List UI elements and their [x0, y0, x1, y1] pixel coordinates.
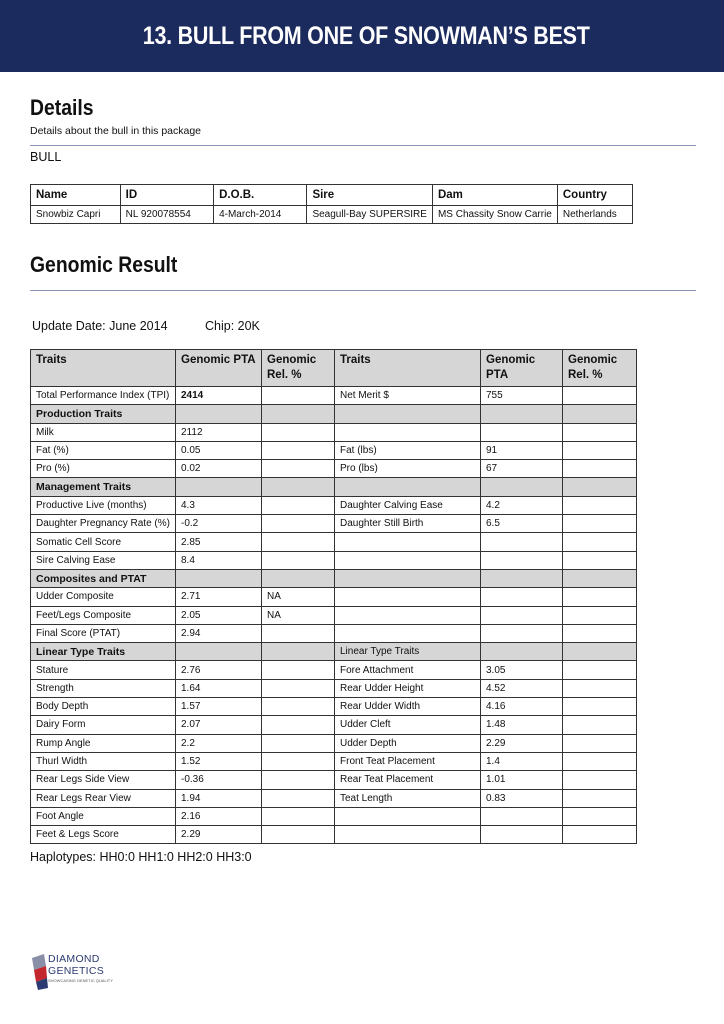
- table-cell: [563, 826, 637, 844]
- table-cell: [481, 807, 563, 825]
- table-cell: Milk: [31, 423, 176, 441]
- table-cell: [262, 771, 335, 789]
- column-header-traits-right: Traits: [335, 350, 481, 387]
- bull-id-cell: NL 920078554: [120, 206, 213, 224]
- table-cell: Pro (%): [31, 460, 176, 478]
- update-date-label: Update Date: June 2014: [32, 319, 168, 333]
- table-cell: [481, 624, 563, 642]
- table-cell: Net Merit $: [335, 387, 481, 405]
- table-cell: [563, 441, 637, 459]
- table-cell: [481, 606, 563, 624]
- table-cell: [176, 405, 262, 423]
- table-cell: [563, 460, 637, 478]
- table-cell: [481, 533, 563, 551]
- table-cell: 2.85: [176, 533, 262, 551]
- logo-line-1: DIAMOND: [48, 953, 100, 965]
- table-cell: 4.52: [481, 679, 563, 697]
- bull-sire-cell: Seagull-Bay SUPERSIRE: [307, 206, 433, 224]
- table-cell: [262, 826, 335, 844]
- table-cell: [563, 624, 637, 642]
- table-cell: 4.2: [481, 496, 563, 514]
- page-banner: [0, 0, 724, 72]
- table-cell: [262, 533, 335, 551]
- table-cell: [481, 551, 563, 569]
- table-cell: [563, 752, 637, 770]
- table-cell: NA: [262, 588, 335, 606]
- table-cell: Rear Udder Height: [335, 679, 481, 697]
- table-cell: [262, 460, 335, 478]
- bull-name-cell: Snowbiz Capri: [31, 206, 121, 224]
- table-cell: 2112: [176, 423, 262, 441]
- table-row: [31, 387, 637, 405]
- table-cell: Somatic Cell Score: [31, 533, 176, 551]
- table-cell: 0.02: [176, 460, 262, 478]
- column-header-genomic-pta-right: Genomic PTA: [481, 350, 563, 387]
- table-cell: [481, 588, 563, 606]
- table-cell: [176, 643, 262, 661]
- table-cell: 3.05: [481, 661, 563, 679]
- table-cell: [335, 405, 481, 423]
- table-cell: [563, 496, 637, 514]
- haplotypes-line: Haplotypes: HH0:0 HH1:0 HH2:0 HH3:0: [30, 850, 252, 864]
- table-cell: Pro (lbs): [335, 460, 481, 478]
- table-cell: [481, 478, 563, 496]
- column-header-name: Name: [31, 185, 121, 206]
- table-cell: [481, 423, 563, 441]
- table-cell: Daughter Calving Ease: [335, 496, 481, 514]
- table-cell: [262, 752, 335, 770]
- table-cell: [563, 698, 637, 716]
- table-cell: [563, 569, 637, 587]
- bull-dam-cell: MS Chassity Snow Carrie: [432, 206, 557, 224]
- table-cell: 8.4: [176, 551, 262, 569]
- table-cell: Foot Angle: [31, 807, 176, 825]
- table-cell: Udder Depth: [335, 734, 481, 752]
- table-row: [31, 496, 637, 514]
- column-header-dob: D.O.B.: [214, 185, 307, 206]
- table-cell: Stature: [31, 661, 176, 679]
- table-cell: [481, 826, 563, 844]
- genomic-divider: [30, 290, 696, 291]
- column-header-country: Country: [557, 185, 632, 206]
- table-cell: Fat (lbs): [335, 441, 481, 459]
- table-cell: Fore Attachment: [335, 661, 481, 679]
- table-cell: [262, 789, 335, 807]
- table-cell: 2.29: [176, 826, 262, 844]
- column-header-genomic-rel-right: Genomic Rel. %: [563, 350, 637, 387]
- chip-label: Chip: 20K: [205, 319, 260, 333]
- table-cell: [335, 478, 481, 496]
- category-row: [31, 405, 637, 423]
- table-cell: [262, 405, 335, 423]
- table-row: [31, 734, 637, 752]
- table-row: [31, 588, 637, 606]
- table-cell: [262, 423, 335, 441]
- table-cell: Total Performance Index (TPI): [31, 387, 176, 405]
- table-cell: [563, 661, 637, 679]
- table-cell: [176, 478, 262, 496]
- table-cell: [262, 515, 335, 533]
- table-cell: Body Depth: [31, 698, 176, 716]
- table-cell: [563, 679, 637, 697]
- table-cell: [262, 624, 335, 642]
- table-cell: Udder Composite: [31, 588, 176, 606]
- bull-section-label: BULL: [30, 150, 62, 164]
- table-cell: [563, 588, 637, 606]
- table-cell: 67: [481, 460, 563, 478]
- table-cell: [563, 734, 637, 752]
- table-cell: 755: [481, 387, 563, 405]
- table-row: [31, 624, 637, 642]
- table-cell: 1.94: [176, 789, 262, 807]
- table-cell: 1.64: [176, 679, 262, 697]
- table-cell: [481, 643, 563, 661]
- table-cell: [262, 496, 335, 514]
- table-cell: Composites and PTAT: [31, 569, 176, 587]
- logo-line-2: GENETICS: [48, 965, 105, 977]
- table-cell: [563, 789, 637, 807]
- table-cell: [262, 679, 335, 697]
- table-cell: [563, 515, 637, 533]
- table-cell: [262, 716, 335, 734]
- table-cell: [262, 698, 335, 716]
- table-cell: [262, 441, 335, 459]
- table-cell: Rear Legs Side View: [31, 771, 176, 789]
- table-cell: [481, 405, 563, 423]
- table-cell: [563, 478, 637, 496]
- table-row: [31, 551, 637, 569]
- details-subtitle: Details about the bull in this package: [30, 125, 202, 137]
- table-cell: 2.76: [176, 661, 262, 679]
- table-cell: [335, 826, 481, 844]
- table-cell: [335, 423, 481, 441]
- genomic-heading: Genomic Result: [30, 252, 178, 277]
- table-cell: Daughter Still Birth: [335, 515, 481, 533]
- table-cell: [335, 807, 481, 825]
- table-cell: 2.94: [176, 624, 262, 642]
- genomic-table-header-row: [31, 350, 637, 387]
- bull-dob-cell: 4-March-2014: [214, 206, 307, 224]
- table-cell: [481, 569, 563, 587]
- table-cell: 4.16: [481, 698, 563, 716]
- table-cell: [262, 551, 335, 569]
- table-row: [31, 533, 637, 551]
- category-row: [31, 643, 637, 661]
- diamond-genetics-logo: [30, 950, 140, 1000]
- table-cell: Dairy Form: [31, 716, 176, 734]
- table-row: [31, 423, 637, 441]
- table-cell: [335, 533, 481, 551]
- table-cell: Rump Angle: [31, 734, 176, 752]
- table-cell: [262, 478, 335, 496]
- table-cell: [563, 551, 637, 569]
- bull-country-cell: Netherlands: [557, 206, 632, 224]
- details-heading: Details: [30, 95, 94, 120]
- table-cell: 2.05: [176, 606, 262, 624]
- table-row: [31, 460, 637, 478]
- table-cell: 1.01: [481, 771, 563, 789]
- table-cell: Teat Length: [335, 789, 481, 807]
- table-cell: -0.2: [176, 515, 262, 533]
- table-cell: Front Teat Placement: [335, 752, 481, 770]
- category-row: [31, 478, 637, 496]
- column-header-genomic-rel: Genomic Rel. %: [262, 350, 335, 387]
- table-cell: Management Traits: [31, 478, 176, 496]
- column-header-traits: Traits: [31, 350, 176, 387]
- table-cell: [563, 643, 637, 661]
- genomic-table-body: [31, 387, 637, 844]
- table-cell: [335, 551, 481, 569]
- table-cell: 91: [481, 441, 563, 459]
- table-cell: Linear Type Traits: [335, 643, 481, 661]
- genomic-results-table: [30, 349, 637, 844]
- table-row: [31, 698, 637, 716]
- bull-details-table: [30, 184, 633, 224]
- table-cell: Fat (%): [31, 441, 176, 459]
- details-divider: [30, 145, 696, 146]
- page-title: 13. BULL FROM ONE OF SNOWMAN’S BEST: [143, 21, 590, 50]
- table-cell: Feet & Legs Score: [31, 826, 176, 844]
- diamond-logo-icon: [30, 950, 50, 990]
- table-cell: [262, 569, 335, 587]
- column-header-genomic-pta: Genomic PTA: [176, 350, 262, 387]
- table-row: [31, 807, 637, 825]
- table-row: [31, 826, 637, 844]
- table-row: [31, 752, 637, 770]
- table-cell: Thurl Width: [31, 752, 176, 770]
- table-cell: [262, 387, 335, 405]
- column-header-sire: Sire: [307, 185, 433, 206]
- table-cell: 1.52: [176, 752, 262, 770]
- table-cell: Production Traits: [31, 405, 176, 423]
- table-cell: [262, 643, 335, 661]
- category-row: [31, 569, 637, 587]
- table-cell: [262, 661, 335, 679]
- table-cell: Rear Teat Placement: [335, 771, 481, 789]
- table-cell: 2.71: [176, 588, 262, 606]
- table-cell: Final Score (PTAT): [31, 624, 176, 642]
- table-row: [31, 679, 637, 697]
- logo-tagline: SHOWCASING GENETIC QUALITY: [48, 978, 113, 983]
- table-cell: Daughter Pregnancy Rate (%): [31, 515, 176, 533]
- table-cell: NA: [262, 606, 335, 624]
- table-cell: Rear Legs Rear View: [31, 789, 176, 807]
- table-cell: [262, 807, 335, 825]
- table-cell: 2.07: [176, 716, 262, 734]
- table-row: [31, 206, 633, 224]
- table-row: [31, 789, 637, 807]
- table-row: [31, 515, 637, 533]
- table-cell: 0.05: [176, 441, 262, 459]
- table-cell: 0.83: [481, 789, 563, 807]
- table-cell: [335, 606, 481, 624]
- table-cell: 2414: [176, 387, 262, 405]
- table-cell: [563, 606, 637, 624]
- table-cell: Sire Calving Ease: [31, 551, 176, 569]
- table-cell: 1.48: [481, 716, 563, 734]
- table-cell: [563, 387, 637, 405]
- table-cell: 2.29: [481, 734, 563, 752]
- table-cell: [563, 423, 637, 441]
- table-row: [31, 716, 637, 734]
- table-cell: [176, 569, 262, 587]
- table-cell: Strength: [31, 679, 176, 697]
- table-cell: [335, 588, 481, 606]
- table-cell: [563, 405, 637, 423]
- table-cell: 4.3: [176, 496, 262, 514]
- column-header-id: ID: [120, 185, 213, 206]
- table-cell: [563, 807, 637, 825]
- table-cell: -0.36: [176, 771, 262, 789]
- table-row: [31, 771, 637, 789]
- column-header-dam: Dam: [432, 185, 557, 206]
- table-cell: Udder Cleft: [335, 716, 481, 734]
- bull-table-header-row: [31, 185, 633, 206]
- table-cell: 2.16: [176, 807, 262, 825]
- table-cell: [563, 533, 637, 551]
- table-cell: 1.4: [481, 752, 563, 770]
- table-cell: [335, 569, 481, 587]
- table-cell: [563, 771, 637, 789]
- table-cell: [262, 734, 335, 752]
- table-cell: 2.2: [176, 734, 262, 752]
- table-cell: Rear Udder Width: [335, 698, 481, 716]
- table-row: [31, 661, 637, 679]
- table-cell: Feet/Legs Composite: [31, 606, 176, 624]
- table-cell: [563, 716, 637, 734]
- table-cell: [335, 624, 481, 642]
- table-row: [31, 606, 637, 624]
- table-cell: Productive Live (months): [31, 496, 176, 514]
- table-cell: 1.57: [176, 698, 262, 716]
- table-cell: Linear Type Traits: [31, 643, 176, 661]
- table-row: [31, 441, 637, 459]
- table-cell: 6.5: [481, 515, 563, 533]
